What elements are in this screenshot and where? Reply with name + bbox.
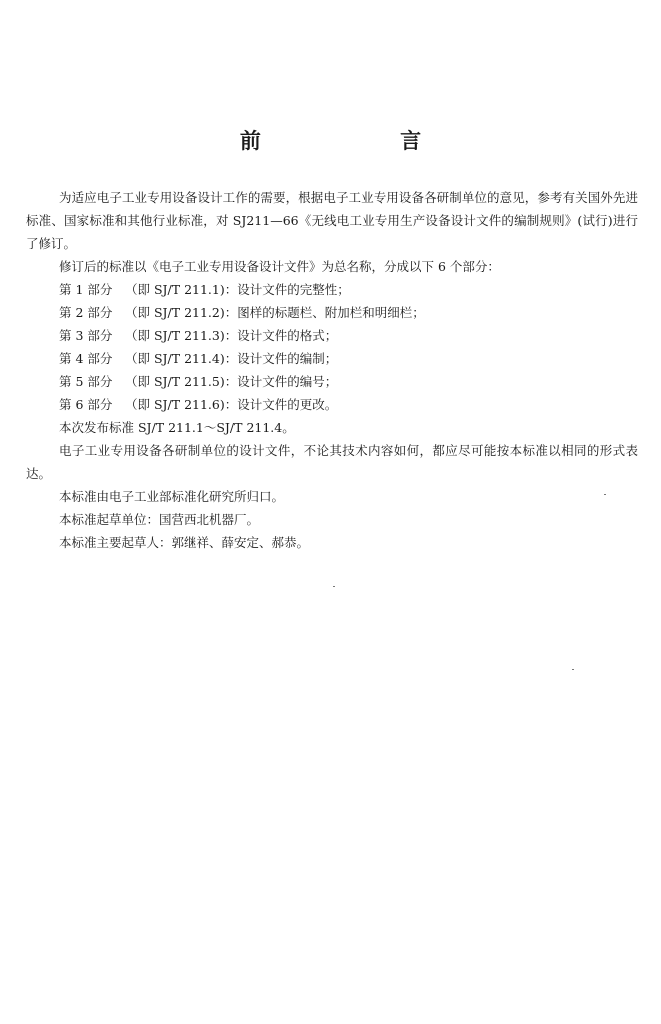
intro-paragraph: 为适应电子工业专用设备设计工作的需要，根据电子工业专用设备各研制单位的意见，参考有关国外先进标准、国家标准和其他行业标准，对 SJ211—66《无线电工业专用生产设备设计文件的编制规则》(试行)进行了修订。 (26, 190, 638, 251)
part-4-text: （即 SJ/T 211.4)：设计文件的编制； (125, 351, 338, 366)
drafting-unit-paragraph: 本标准起草单位：国营西北机器厂。 (59, 512, 260, 527)
part-1-text: （即 SJ/T 211.1)：设计文件的完整性； (125, 282, 350, 297)
release-paragraph: 本次发布标准 SJ/T 211.1～SJ/T 211.4。 (59, 420, 295, 435)
part-3-line (26, 324, 638, 347)
part-2-text: （即 SJ/T 211.2)：图样的标题栏、附加栏和明细栏； (125, 305, 425, 320)
part-5-text: （即 SJ/T 211.5)：设计文件的编号； (125, 374, 338, 389)
revised-paragraph: 修订后的标准以《电子工业专用设备设计文件》为总名称，分成以下 6 个部分： (59, 259, 500, 274)
part-1-line (26, 278, 638, 301)
foreword-body (26, 186, 638, 554)
part-5-line (26, 370, 638, 393)
scan-speck (604, 494, 606, 495)
scan-speck (333, 586, 335, 587)
part-6-text: （即 SJ/T 211.6)：设计文件的更改。 (125, 397, 338, 412)
part-2-label: 第 2 部分 (59, 305, 113, 320)
part-1-label: 第 1 部分 (59, 282, 113, 297)
page-title: 前 言 (239, 128, 488, 153)
part-4-label: 第 4 部分 (59, 351, 113, 366)
part-6-line (26, 393, 638, 416)
scan-speck (572, 669, 574, 670)
part-4-line (26, 347, 638, 370)
part-3-label: 第 3 部分 (59, 328, 113, 343)
part-2-line (26, 301, 638, 324)
part-5-label: 第 5 部分 (59, 374, 113, 389)
responsible-paragraph: 本标准由电子工业部标准化研究所归口。 (59, 489, 285, 504)
part-3-text: （即 SJ/T 211.3)：设计文件的格式； (125, 328, 338, 343)
format-paragraph: 电子工业专用设备各研制单位的设计文件，不论其技术内容如何，都应尽可能按本标准以相同的形式表达。 (26, 443, 638, 481)
drafters-paragraph: 本标准主要起草人：郭继祥、薛安定、郝恭。 (59, 535, 310, 550)
part-6-label: 第 6 部分 (59, 397, 113, 412)
